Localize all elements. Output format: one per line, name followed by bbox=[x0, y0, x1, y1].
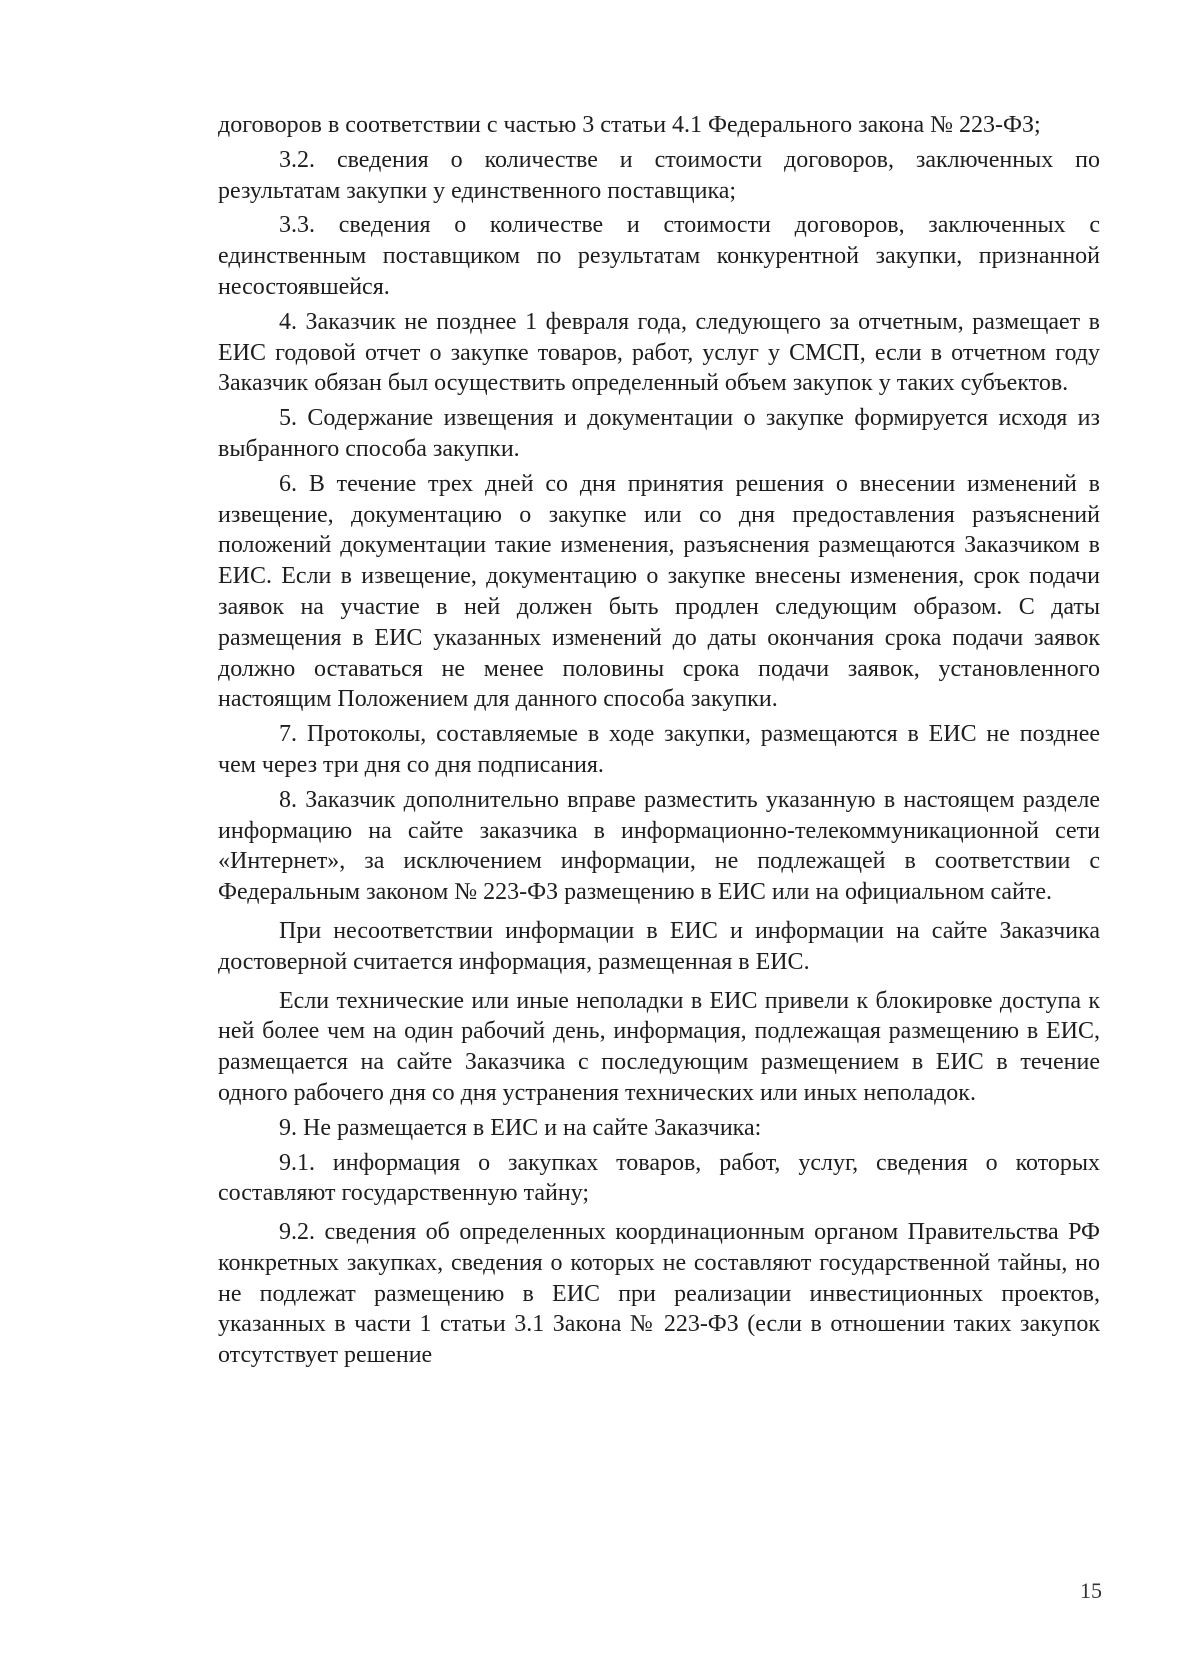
document-body bbox=[218, 110, 1100, 1375]
paragraph-continuation: договоров в соответствии с частью 3 статьи 4.1 Федерального закона № 223-ФЗ; bbox=[218, 112, 1041, 138]
paragraph-9-2: 9.2. сведения об определенных координационным органом Правительства РФ конкретных закупках, сведения о которых не составляют государственной тайны, но не подлежат размещению в ЕИС при реализации инвестиционных проектов, указанных в части 1 статьи 3.1 Закона № 223-ФЗ (если в отношении таких закупок отсутствует решение bbox=[218, 1219, 1100, 1369]
paragraph-5: 5. Содержание извещения и документации о закупке формируется исходя из выбранного способа закупки. bbox=[218, 405, 1100, 462]
paragraph-7: 7. Протоколы, составляемые в ходе закупки, размещаются в ЕИС не позднее чем через три дня со дня подписания. bbox=[218, 721, 1100, 778]
page-number: 15 bbox=[1080, 1578, 1102, 1603]
paragraph-8-technical-issues: Если технические или иные неполадки в ЕИС привели к блокировке доступа к ней более чем на один рабочий день, информация, подлежащая размещению в ЕИС, размещается на сайте Заказчика с последующим размещением в ЕИС в течение одного рабочего дня со дня устранения технических или иных неполадок. bbox=[218, 987, 1100, 1106]
paragraph-3-3: 3.3. сведения о количестве и стоимости договоров, заключенных с единственным поставщиком по результатам конкурентной закупки, признанной несостоявшейся. bbox=[218, 212, 1100, 300]
paragraph-9: 9. Не размещается в ЕИС и на сайте Заказчика: bbox=[279, 1114, 762, 1141]
paragraph-8: 8. Заказчик дополнительно вправе разместить указанную в настоящем разделе информацию на сайте заказчика в информационно-телекоммуникационной сети «Интернет», за исключением информации, не подлежащей в соответствии с Федеральным законом № 223-ФЗ размещению в ЕИС или на официальном сайте. bbox=[218, 786, 1100, 906]
paragraph-3-2: 3.2. сведения о количестве и стоимости договоров, заключенных по результатам закупки у единственного поставщика; bbox=[218, 146, 1100, 204]
paragraph-4: 4. Заказчик не позднее 1 февраля года, следующего за отчетным, размещает в ЕИС годовой отчет о закупке товаров, работ, услуг у СМСП, если в отчетном году Заказчик обязан был осуществить определенный объем закупок у таких субъектов. bbox=[218, 308, 1100, 397]
paragraph-9-1: 9.1. информация о закупках товаров, работ, услуг, сведения о которых составляют государственную тайну; bbox=[218, 1149, 1100, 1207]
paragraph-6: 6. В течение трех дней со дня принятия решения о внесении изменений в извещение, документацию о закупке или со дня предоставления разъяснений положений документации такие изменения, разъяснения размещаются Заказчиком в ЕИС. Если в извещение, документацию о закупке внесены изменения, срок подачи заявок на участие в ней должен быть продлен следующим образом. С даты размещения в ЕИС указанных изменений до даты окончания срока подачи заявок должно оставаться не менее половины срока подачи заявок, установленного настоящим Положением для данного способа закупки. bbox=[218, 470, 1100, 713]
paragraph-8-discrepancy: При несоответствии информации в ЕИС и информации на сайте Заказчика достоверной считается информация, размещенная в ЕИС. bbox=[218, 917, 1100, 975]
